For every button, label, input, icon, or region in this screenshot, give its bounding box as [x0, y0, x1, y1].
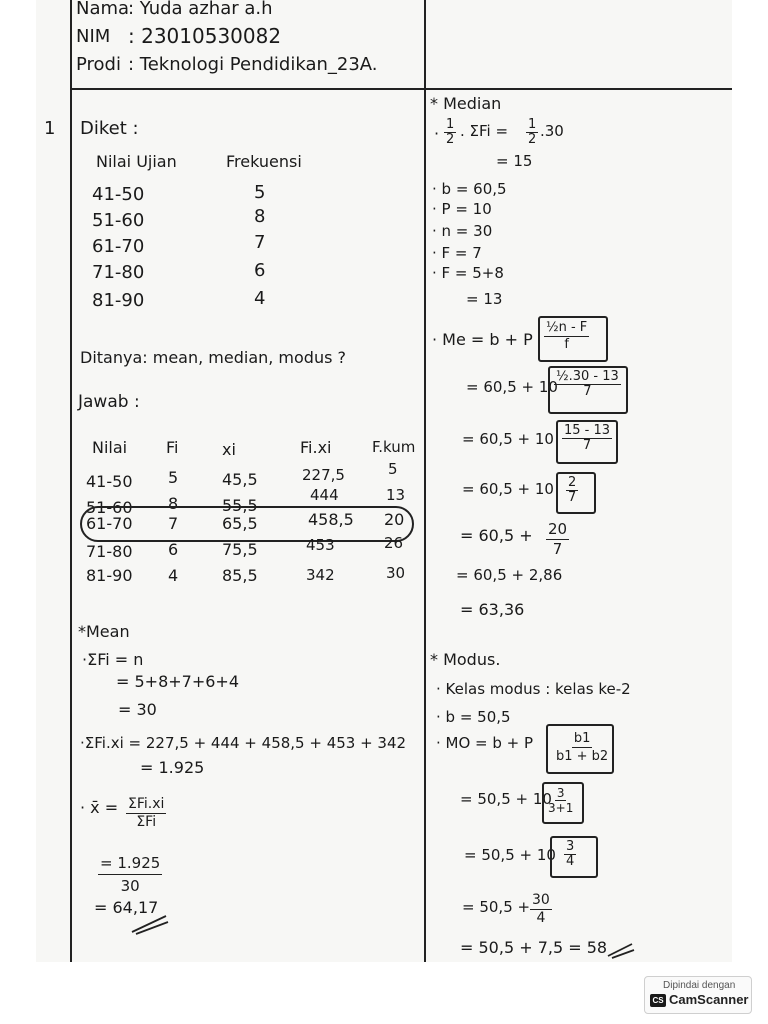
median-step-3-num: 2 — [568, 475, 577, 490]
td-fixi-5: 342 — [306, 566, 335, 584]
median-step-2-fraction — [562, 424, 612, 453]
modus-step-3-num: 30 — [532, 892, 550, 908]
median-step-2: = 60,5 + 10 — [462, 430, 554, 448]
mean-value-num: = 1.925 — [98, 852, 162, 875]
label-nim: NIM — [76, 26, 111, 47]
mean-line-3: = 30 — [118, 700, 157, 719]
median-half-den-1: 2 — [446, 132, 455, 147]
mean-value-den: 30 — [120, 877, 140, 895]
th-xi: xi — [222, 440, 236, 459]
median-step-1: = 60,5 + 10 — [466, 378, 558, 396]
median-n: · n = 30 — [432, 222, 493, 240]
median-step-3: = 60,5 + 10 — [462, 480, 554, 498]
given-range-5: 81-90 — [92, 290, 145, 311]
median-result: = 63,36 — [460, 600, 525, 619]
median-step-1-fraction — [554, 370, 621, 399]
watermark-line-1: Dipindai dengan — [663, 980, 736, 991]
td-xi-2: 55,5 — [222, 496, 258, 515]
td-fixi-2: 444 — [310, 486, 339, 504]
median-heading: * Median — [430, 94, 502, 113]
center-column-line — [424, 0, 426, 962]
jawab-heading: Jawab : — [78, 392, 140, 412]
th-nilai: Nilai — [92, 438, 128, 457]
modus-step-1-num: 3 — [556, 786, 565, 800]
value-nama: : Yuda azhar a.h — [128, 0, 273, 19]
td-fkum-4: 26 — [384, 534, 404, 552]
diket-heading: Diket : — [80, 118, 139, 139]
median-half-num-2: 1 — [528, 117, 537, 132]
modus-step-1-den: 3+1 — [548, 801, 574, 815]
given-f-1: 5 — [254, 182, 266, 203]
median-step-1-den: 7 — [583, 384, 592, 399]
td-nilai-1: 41-50 — [86, 472, 133, 491]
median-step-4: = 60,5 + — [460, 526, 533, 545]
question-number: 1 — [44, 118, 56, 139]
td-nilai-2: 51-60 — [86, 498, 133, 517]
given-f-5: 4 — [254, 288, 266, 309]
modus-step-2-num: 3 — [566, 839, 575, 854]
median-half-num-1: 1 — [446, 117, 455, 132]
given-range-2: 51-60 — [92, 210, 145, 231]
median-formula: · Me = b + P — [432, 330, 533, 349]
given-range-3: 61-70 — [92, 236, 145, 257]
modus-formula-den: b1 + b2 — [556, 749, 609, 764]
median-step-3-fraction — [566, 476, 578, 505]
mean-heading: *Mean — [78, 622, 130, 641]
modus-formula: · MO = b + P — [436, 734, 534, 752]
mean-line-5: = 1.925 — [140, 758, 205, 777]
mean-line-4: ·ΣFi.xi = 227,5 + 444 + 458,5 + 453 + 342 — [80, 734, 407, 752]
median-formula-fraction — [544, 320, 589, 353]
mean-xbar: · x̄ = — [80, 798, 119, 817]
left-margin-line — [70, 0, 72, 962]
ditanya-line: Ditanya: mean, median, modus ? — [80, 348, 347, 367]
value-nim: : 23010530082 — [128, 24, 282, 48]
mean-line-1: ·ΣFi = n — [82, 650, 144, 669]
modus-kelas: · Kelas modus : kelas ke-2 — [436, 680, 631, 698]
td-fixi-1: 227,5 — [302, 466, 345, 484]
mean-formula-num: ΣFi.xi — [128, 796, 165, 812]
median-step-4-den: 7 — [552, 540, 563, 558]
td-nilai-5: 81-90 — [86, 566, 133, 585]
label-nama: Nama — [76, 0, 130, 19]
median-step-5: = 60,5 + 2,86 — [456, 566, 563, 584]
median-b: · b = 60,5 — [432, 180, 507, 198]
td-xi-5: 85,5 — [222, 566, 258, 585]
median-p: · P = 10 — [432, 200, 492, 218]
td-fi-5: 4 — [168, 566, 179, 585]
modus-step-2-fraction — [564, 840, 576, 869]
modus-formula-num: b1 — [573, 731, 591, 746]
modus-step-2: = 50,5 + 10 — [464, 846, 556, 864]
median-half-den-2: 2 — [528, 132, 537, 147]
median-half-prefix: · — [434, 124, 440, 143]
median-f: · F = 7 — [432, 244, 482, 262]
median-15: = 15 — [496, 152, 533, 170]
median-step-4-num: 20 — [548, 520, 568, 538]
mean-formula-fraction — [126, 796, 166, 831]
camscanner-logo: CS — [650, 994, 666, 1007]
median-step-4-fraction — [546, 520, 569, 559]
header-divider — [72, 88, 732, 90]
watermark-line-2: CamScanner — [669, 992, 749, 1007]
td-fi-4: 6 — [168, 540, 179, 559]
th-fi: Fi — [166, 438, 179, 457]
modus-step-3-den: 4 — [536, 910, 546, 926]
modus-step-3: = 50,5 + — [462, 898, 531, 916]
mean-formula-den: ΣFi — [136, 814, 157, 830]
col-nilai-ujian: Nilai Ujian — [96, 152, 177, 171]
td-xi-4: 75,5 — [222, 540, 258, 559]
td-fkum-3: 20 — [384, 510, 405, 529]
modus-step-2-den: 4 — [566, 854, 575, 869]
median-formula-num: ½n - F — [546, 320, 588, 335]
modus-formula-fraction — [556, 730, 608, 765]
th-fixi: Fi.xi — [300, 438, 332, 457]
td-nilai-3: 61-70 — [86, 514, 133, 533]
td-fkum-5: 30 — [386, 564, 406, 582]
median-half-fraction-1 — [444, 118, 456, 147]
modus-heading: * Modus. — [430, 650, 501, 669]
median-formula-den: f — [564, 337, 569, 352]
given-f-2: 8 — [254, 206, 266, 227]
modus-step-1: = 50,5 + 10 — [460, 790, 552, 808]
td-nilai-4: 71-80 — [86, 542, 133, 561]
median-13: = 13 — [466, 290, 503, 308]
given-range-1: 41-50 — [92, 184, 145, 205]
modus-step-1-fraction — [548, 786, 573, 815]
th-fkum: F.kum — [372, 438, 416, 456]
median-F: · F = 5+8 — [432, 264, 504, 282]
col-frekuensi: Frekuensi — [226, 152, 302, 171]
td-xi-1: 45,5 — [222, 470, 258, 489]
value-prodi: : Teknologi Pendidikan_23A. — [128, 54, 378, 75]
given-f-3: 7 — [254, 232, 266, 253]
td-fi-2: 8 — [168, 494, 179, 513]
modus-step-3-fraction — [530, 892, 552, 927]
modus-result: = 50,5 + 7,5 = 58 — [460, 938, 608, 957]
median-sum-fi: . ΣFi = — [460, 122, 509, 140]
td-fixi-4: 453 — [306, 536, 335, 554]
td-fi-1: 5 — [168, 468, 179, 487]
mean-line-2: = 5+8+7+6+4 — [116, 672, 240, 691]
median-half-fraction-2 — [526, 118, 538, 147]
median-step-2-den: 7 — [582, 438, 592, 453]
median-step-1-num: ½.30 - 13 — [556, 369, 619, 384]
given-range-4: 71-80 — [92, 262, 145, 283]
median-step-2-num: 15 - 13 — [564, 423, 611, 438]
mean-value-fraction — [98, 852, 162, 897]
modus-b: · b = 50,5 — [436, 708, 511, 726]
given-f-4: 6 — [254, 260, 266, 281]
median-step-3-den: 7 — [568, 490, 577, 505]
median-times-30: .30 — [540, 122, 564, 140]
modus-result-underline — [606, 940, 636, 960]
td-fkum-1: 5 — [388, 460, 398, 478]
td-xi-3: 65,5 — [222, 514, 258, 533]
mean-result: = 64,17 — [94, 898, 159, 917]
camscanner-watermark — [644, 976, 752, 1014]
td-fkum-2: 13 — [386, 486, 406, 504]
label-prodi: Prodi — [76, 54, 121, 75]
mean-result-underline — [130, 912, 170, 936]
td-fi-3: 7 — [168, 514, 179, 533]
td-fixi-3: 458,5 — [308, 510, 354, 529]
